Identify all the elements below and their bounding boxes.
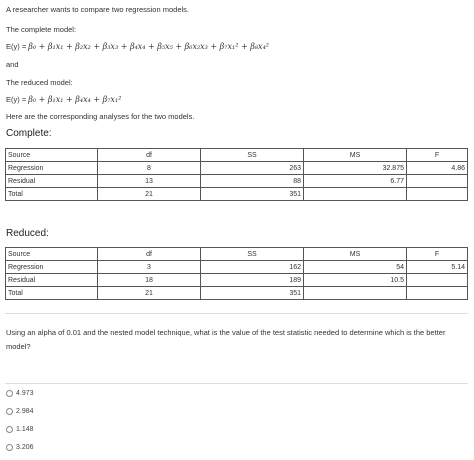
- radio-button[interactable]: [6, 408, 13, 415]
- complete-anova-table: [5, 148, 468, 201]
- header-ms: MS: [304, 149, 407, 162]
- ms-cell: 54: [304, 261, 407, 274]
- ms-cell: 10.5: [304, 274, 407, 287]
- ss-cell: 351: [201, 287, 304, 300]
- df-cell: 13: [98, 175, 201, 188]
- header-ms: MS: [304, 248, 407, 261]
- table-row: [6, 287, 468, 300]
- section-divider: [5, 313, 468, 314]
- f-cell: 4.86: [407, 162, 468, 175]
- ss-cell: 351: [201, 188, 304, 201]
- complete-model-equation: [6, 42, 269, 51]
- source-cell: Residual: [6, 175, 98, 188]
- option-label: 2.984: [16, 408, 34, 415]
- header-df: df: [98, 149, 201, 162]
- header-source: Source: [6, 248, 98, 261]
- reduced-anova-table: [5, 247, 468, 300]
- answer-option[interactable]: [6, 426, 34, 433]
- radio-button[interactable]: [6, 426, 13, 433]
- header-f: F: [407, 149, 468, 162]
- options-divider: [5, 383, 468, 384]
- radio-button[interactable]: [6, 390, 13, 397]
- reduced-model-rhs: β₀ + β₁x₁ + β₄x₄ + β₇x₁²: [28, 95, 122, 104]
- source-cell: Total: [6, 287, 98, 300]
- complete-model-label: The complete model:: [6, 25, 77, 34]
- header-f: F: [407, 248, 468, 261]
- table-row: [6, 162, 468, 175]
- ss-cell: 189: [201, 274, 304, 287]
- f-cell: [407, 188, 468, 201]
- f-cell: [407, 274, 468, 287]
- source-cell: Residual: [6, 274, 98, 287]
- ss-cell: 162: [201, 261, 304, 274]
- complete-model-rhs: β₀ + β₁x₁ + β₂x₂ + β₃x₃ + β₄x₄ + β₅x₅ + β₆x₂x₃ + β₇x₁² + β₈x₄²: [28, 42, 269, 51]
- option-label: 1.148: [16, 426, 34, 433]
- answer-option[interactable]: [6, 408, 34, 415]
- header-source: Source: [6, 149, 98, 162]
- ms-cell: 32.875: [304, 162, 407, 175]
- table-header-row: [6, 248, 468, 261]
- df-cell: 3: [98, 261, 201, 274]
- intro-text: A researcher wants to compare two regression models.: [6, 5, 189, 14]
- ms-cell: [304, 188, 407, 201]
- question-text: Using an alpha of 0.01 and the nested model technique, what is the value of the test statistic needed to determine which is the better model?: [6, 328, 446, 351]
- f-cell: [407, 287, 468, 300]
- reduced-model-label: The reduced model:: [6, 78, 73, 87]
- table-row: [6, 175, 468, 188]
- df-cell: 18: [98, 274, 201, 287]
- ms-cell: [304, 287, 407, 300]
- complete-model-lhs: E(y) =: [6, 42, 29, 51]
- header-ss: SS: [201, 248, 304, 261]
- header-ss: SS: [201, 149, 304, 162]
- source-cell: Total: [6, 188, 98, 201]
- f-cell: 5.14: [407, 261, 468, 274]
- source-cell: Regression: [6, 162, 98, 175]
- f-cell: [407, 175, 468, 188]
- reduced-model-equation: [6, 95, 121, 104]
- complete-heading: Complete:: [6, 128, 52, 139]
- ss-cell: 263: [201, 162, 304, 175]
- table-row: [6, 188, 468, 201]
- df-cell: 8: [98, 162, 201, 175]
- answer-option[interactable]: [6, 390, 34, 397]
- ss-cell: 88: [201, 175, 304, 188]
- df-cell: 21: [98, 287, 201, 300]
- option-label: 3.206: [16, 444, 34, 451]
- df-cell: 21: [98, 188, 201, 201]
- reduced-heading: Reduced:: [6, 228, 49, 239]
- source-cell: Regression: [6, 261, 98, 274]
- ms-cell: 6.77: [304, 175, 407, 188]
- header-df: df: [98, 248, 201, 261]
- table-row: [6, 274, 468, 287]
- table-header-row: [6, 149, 468, 162]
- radio-button[interactable]: [6, 444, 13, 451]
- analyses-text: Here are the corresponding analyses for the two models.: [6, 112, 195, 121]
- reduced-model-lhs: E(y) =: [6, 95, 29, 104]
- table-row: [6, 261, 468, 274]
- option-label: 4.973: [16, 390, 34, 397]
- and-text: and: [6, 60, 19, 69]
- answer-option[interactable]: [6, 444, 34, 451]
